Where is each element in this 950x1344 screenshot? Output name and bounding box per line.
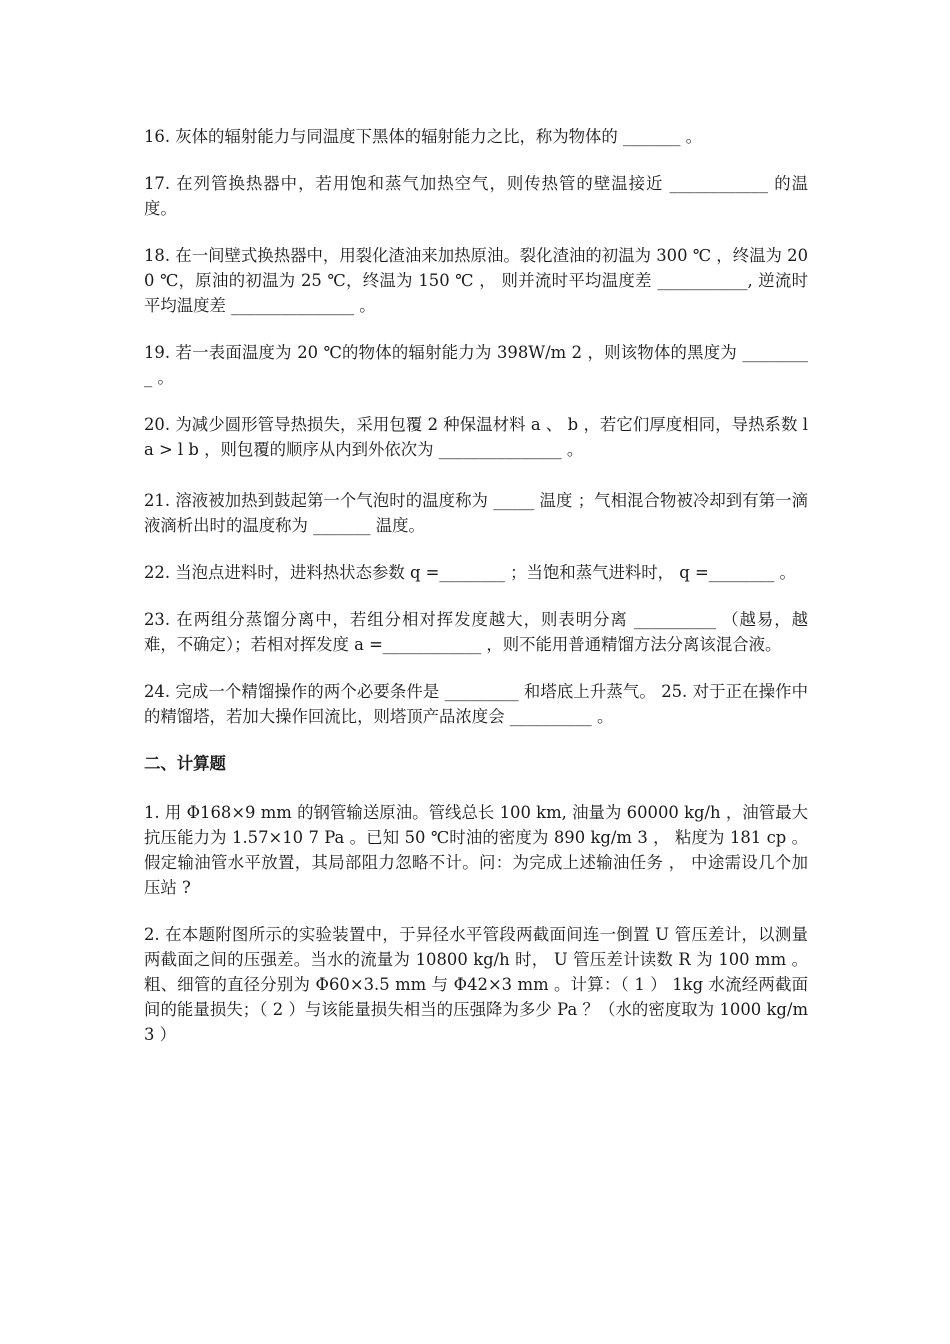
document-page	[144, 124, 814, 1069]
question-20: 20. 为减少圆形管导热损失，采用包覆 2 种保温材料 a 、 b ，若它们厚度相同，导热系数 l a > l b ，则包覆的顺序从内到外依次为 _______________ 。	[144, 415, 814, 459]
question-16: 16. 灰体的辐射能力与同温度下黑体的辐射能力之比，称为物体的 _______ 。	[144, 127, 702, 146]
question-23: 23. 在两组分蒸馏分离中，若组分相对挥发度越大，则表明分离 __________ （越易，越难，不确定）；若相对挥发度 a =____________ ，则不能用普通精馏方法分离该混合液。	[144, 610, 808, 654]
section-title-calculation: 二、计算题	[144, 754, 226, 773]
calc-problem-2: 2. 在本题附图所示的实验装置中，于异径水平管段两截面间连一倒置 U 管压差计，以测量两截面之间的压强差。当水的流量为 10800 kg/h 时， U 管压差计读数 R 为 100 mm 。粗、细管的直径分别为 Φ60×3.5 mm 与 Φ42×3 mm 。计算：（ 1 ） 1kg 水流经两截面间的能量损失；（ 2 ）与该能量损失相当的压强降为多少 Pa ？（水的密度取为 1000 kg/m 3 ）	[144, 925, 814, 1044]
question-19: 19. 若一表面温度为 20 ℃的物体的辐射能力为 398W/m 2 ，则该物体的黑度为 _________ 。	[144, 343, 808, 387]
question-24-25: 24. 完成一个精馏操作的两个必要条件是 _________ 和塔底上升蒸气。 25. 对于正在操作中的精馏塔，若加大操作回流比，则塔顶产品浓度会 __________ 。	[144, 682, 808, 726]
question-22: 22. 当泡点进料时，进料热状态参数 q =________ ；当饱和蒸气进料时， q =________ 。	[144, 563, 796, 582]
calc-problem-1: 1. 用 Φ168×9 mm 的钢管输送原油。管线总长 100 km, 油量为 60000 kg/h ，油管最大抗压能力为 1.57×10 7 Pa 。已知 50 ℃时油的密度为 890 kg/m 3 ， 粘度为 181 cp 。假定输油管水平放置，其局部阻力忽略不计。问：为完成上述输油任务 ， 中途需设几个加压站 ?	[144, 803, 808, 897]
question-21: 21. 溶液被加热到鼓起第一个气泡时的温度称为 _____ 温度 ；气相混合物被冷却到有第一滴液滴析出时的温度称为 _______ 温度。	[144, 491, 808, 535]
question-17: 17. 在列管换热器中，若用饱和蒸气加热空气，则传热管的壁温接近 ____________ 的温度。	[144, 174, 808, 218]
question-18: 18. 在一间壁式换热器中，用裂化渣油来加热原油。裂化渣油的初温为 300 ℃ ，终温为 200 ℃，原油的初温为 25 ℃，终温为 150 ℃ ， 则并流时平均温度差 ___________, 逆流时平均温度差 _______________ 。	[144, 246, 808, 315]
